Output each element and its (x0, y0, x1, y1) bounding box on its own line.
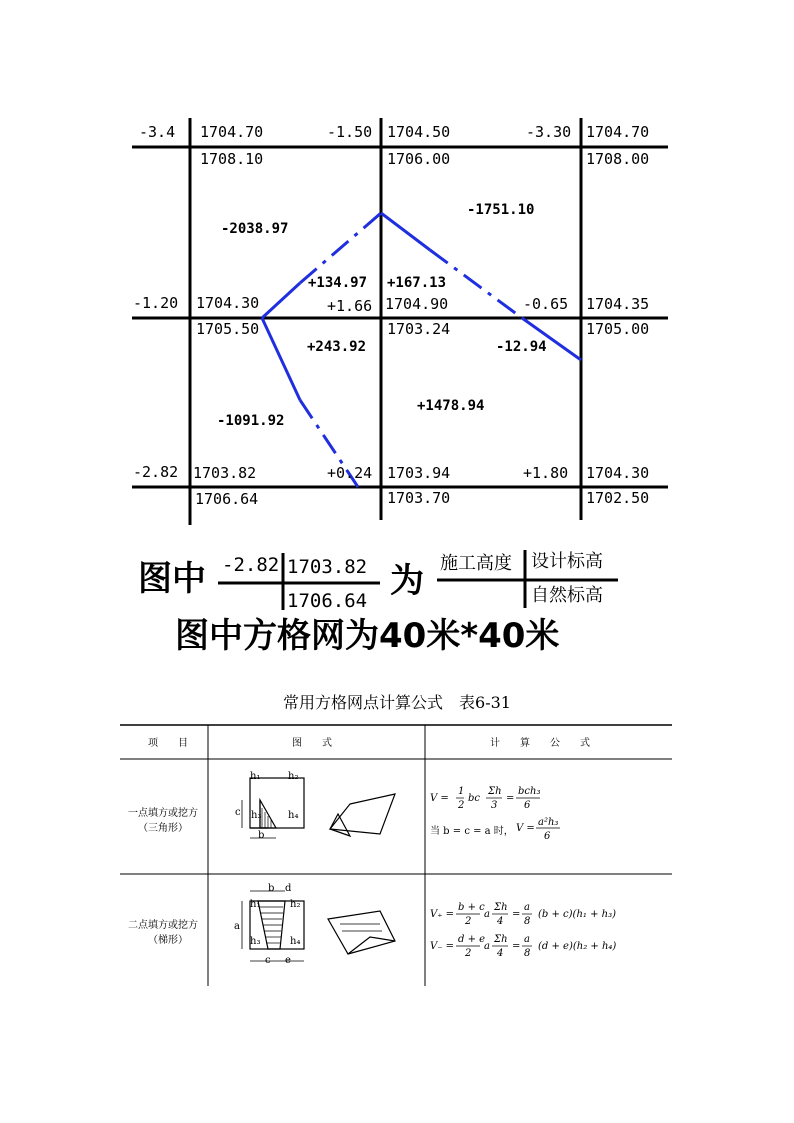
volume-label: +167.13 (387, 275, 447, 291)
header-item: 项 目 (148, 738, 188, 749)
fig2-label-a: a (234, 921, 240, 932)
svg-text:4: 4 (497, 916, 504, 927)
node-natural-elevation: 1708.00 (586, 150, 650, 168)
fig-label-c: c (235, 807, 241, 818)
fig2-label-h2: h₂ (290, 899, 301, 910)
header-formula: 计 算 公 式 (490, 738, 590, 749)
svg-text:=: = (512, 941, 521, 952)
svg-text:bch₃: bch₃ (518, 786, 541, 797)
volume-label: -2038.97 (221, 221, 289, 237)
table-caption: 常用方格网点计算公式 表6-31 (283, 693, 511, 712)
svg-text:V₊ =: V₊ = (430, 909, 455, 920)
node-design-elevation: 1704.35 (586, 295, 650, 313)
svg-text:a²h₃: a²h₃ (538, 817, 559, 828)
node-work-height: -3.4 (139, 123, 176, 141)
volume-label: +1478.94 (417, 398, 485, 414)
volume-label: +134.97 (308, 275, 368, 291)
node-natural-elevation: 1706.00 (387, 150, 451, 168)
fig2-label-c: c (265, 955, 271, 966)
fig-label-b: b (258, 830, 265, 841)
svg-text:Σh: Σh (488, 786, 502, 797)
legend-prefix: 图中 (138, 559, 206, 599)
fig2-label-h1: h₁ (250, 899, 261, 910)
node-natural-elevation: 1703.24 (387, 320, 451, 338)
svg-text:a: a (524, 902, 530, 913)
row1-item-line2: （三角形） (138, 823, 188, 834)
legend-sample-design: 1703.82 (287, 556, 368, 578)
svg-text:d + e: d + e (458, 934, 486, 945)
formula-condition: 当 b = c = a 时， (430, 826, 514, 837)
svg-text:Σh: Σh (494, 902, 508, 913)
svg-text:6: 6 (524, 800, 531, 811)
svg-text:=: = (512, 909, 521, 920)
legend-verb: 为 (390, 561, 424, 601)
node-design-elevation: 1704.70 (200, 123, 264, 141)
header-figure: 图 式 (292, 738, 332, 749)
fig-label-h2: h₂ (288, 771, 299, 782)
node-natural-elevation: 1702.50 (586, 489, 650, 507)
node-design-elevation: 1703.94 (387, 464, 451, 482)
svg-text:a: a (484, 941, 490, 952)
node-natural-elevation: 1705.00 (586, 320, 650, 338)
fig-label-h4: h₄ (288, 810, 299, 821)
volume-label: -1751.10 (467, 202, 535, 218)
node-design-elevation: 1704.50 (387, 123, 451, 141)
svg-text:bc: bc (468, 793, 481, 804)
legend-note: 图中方格网为40米*40米 (175, 616, 560, 656)
node-design-elevation: 1704.30 (196, 294, 260, 312)
node-work-height: -0.65 (523, 295, 569, 313)
node-natural-elevation: 1708.10 (200, 150, 264, 168)
svg-text:Σh: Σh (494, 934, 508, 945)
svg-text:(b + c)(h₁ + h₃): (b + c)(h₁ + h₃) (538, 909, 616, 920)
row1-item-line1: 一点填方或挖方 (128, 808, 198, 819)
grid-diagram (0, 0, 794, 530)
svg-text:V =: V = (516, 823, 535, 834)
node-natural-elevation: 1703.70 (387, 489, 451, 507)
svg-text:2: 2 (458, 800, 465, 811)
svg-text:8: 8 (524, 916, 531, 927)
legend-sample-work: -2.82 (222, 554, 280, 576)
node-work-height: +0.24 (327, 464, 373, 482)
formula-row1 (430, 779, 670, 859)
svg-text:b + c: b + c (458, 902, 485, 913)
svg-text:6: 6 (544, 831, 551, 842)
svg-text:V₋ =: V₋ = (430, 941, 455, 952)
svg-text:2: 2 (465, 916, 472, 927)
node-design-elevation: 1704.90 (385, 295, 449, 313)
grid-lines (0, 0, 794, 530)
legend-label-work: 施工高度 (440, 553, 512, 574)
node-natural-elevation: 1706.64 (195, 490, 259, 508)
fig2-label-h3: h₃ (250, 936, 261, 947)
node-natural-elevation: 1705.50 (196, 320, 260, 338)
legend-label-design: 设计标高 (531, 551, 603, 572)
node-design-elevation: 1704.70 (586, 123, 650, 141)
volume-label: +243.92 (307, 339, 367, 355)
fig-label-h3: h₃ (251, 810, 262, 821)
node-work-height: -1.50 (327, 123, 373, 141)
volume-label: -12.94 (496, 339, 547, 355)
node-design-elevation: 1704.30 (586, 464, 650, 482)
svg-text:1: 1 (458, 786, 465, 797)
svg-text:8: 8 (524, 948, 531, 959)
fig2-label-b: b (268, 883, 275, 894)
formula-table (120, 724, 672, 988)
node-work-height: -2.82 (133, 463, 179, 481)
svg-text:(d + e)(h₂ + h₄): (d + e)(h₂ + h₄) (538, 941, 617, 952)
formula-row2 (430, 899, 670, 979)
row2-item-line2: （梯形） (148, 935, 188, 946)
svg-text:2: 2 (465, 948, 472, 959)
legend-sample-natural: 1706.64 (287, 590, 368, 612)
fig2-label-e: e (285, 955, 291, 966)
fig-label-h1: h₁ (250, 771, 261, 782)
figure-trapezoid (230, 879, 430, 989)
fig2-label-d: d (285, 883, 292, 894)
node-work-height: -1.20 (133, 294, 179, 312)
fig2-label-h4: h₄ (290, 936, 301, 947)
node-work-height: -3.30 (526, 123, 572, 141)
svg-text:a: a (524, 934, 530, 945)
row2-item-line1: 二点填方或挖方 (128, 920, 198, 931)
legend-label-natural: 自然标高 (531, 585, 603, 606)
svg-text:3: 3 (491, 800, 498, 811)
volume-label: -1091.92 (217, 413, 285, 429)
svg-text:=: = (506, 793, 515, 804)
node-work-height: +1.80 (523, 464, 569, 482)
node-work-height: +1.66 (327, 297, 373, 315)
node-design-elevation: 1703.82 (193, 464, 257, 482)
svg-text:V =: V = (430, 793, 449, 804)
legend (0, 540, 794, 660)
svg-text:4: 4 (497, 948, 504, 959)
svg-text:a: a (484, 909, 490, 920)
